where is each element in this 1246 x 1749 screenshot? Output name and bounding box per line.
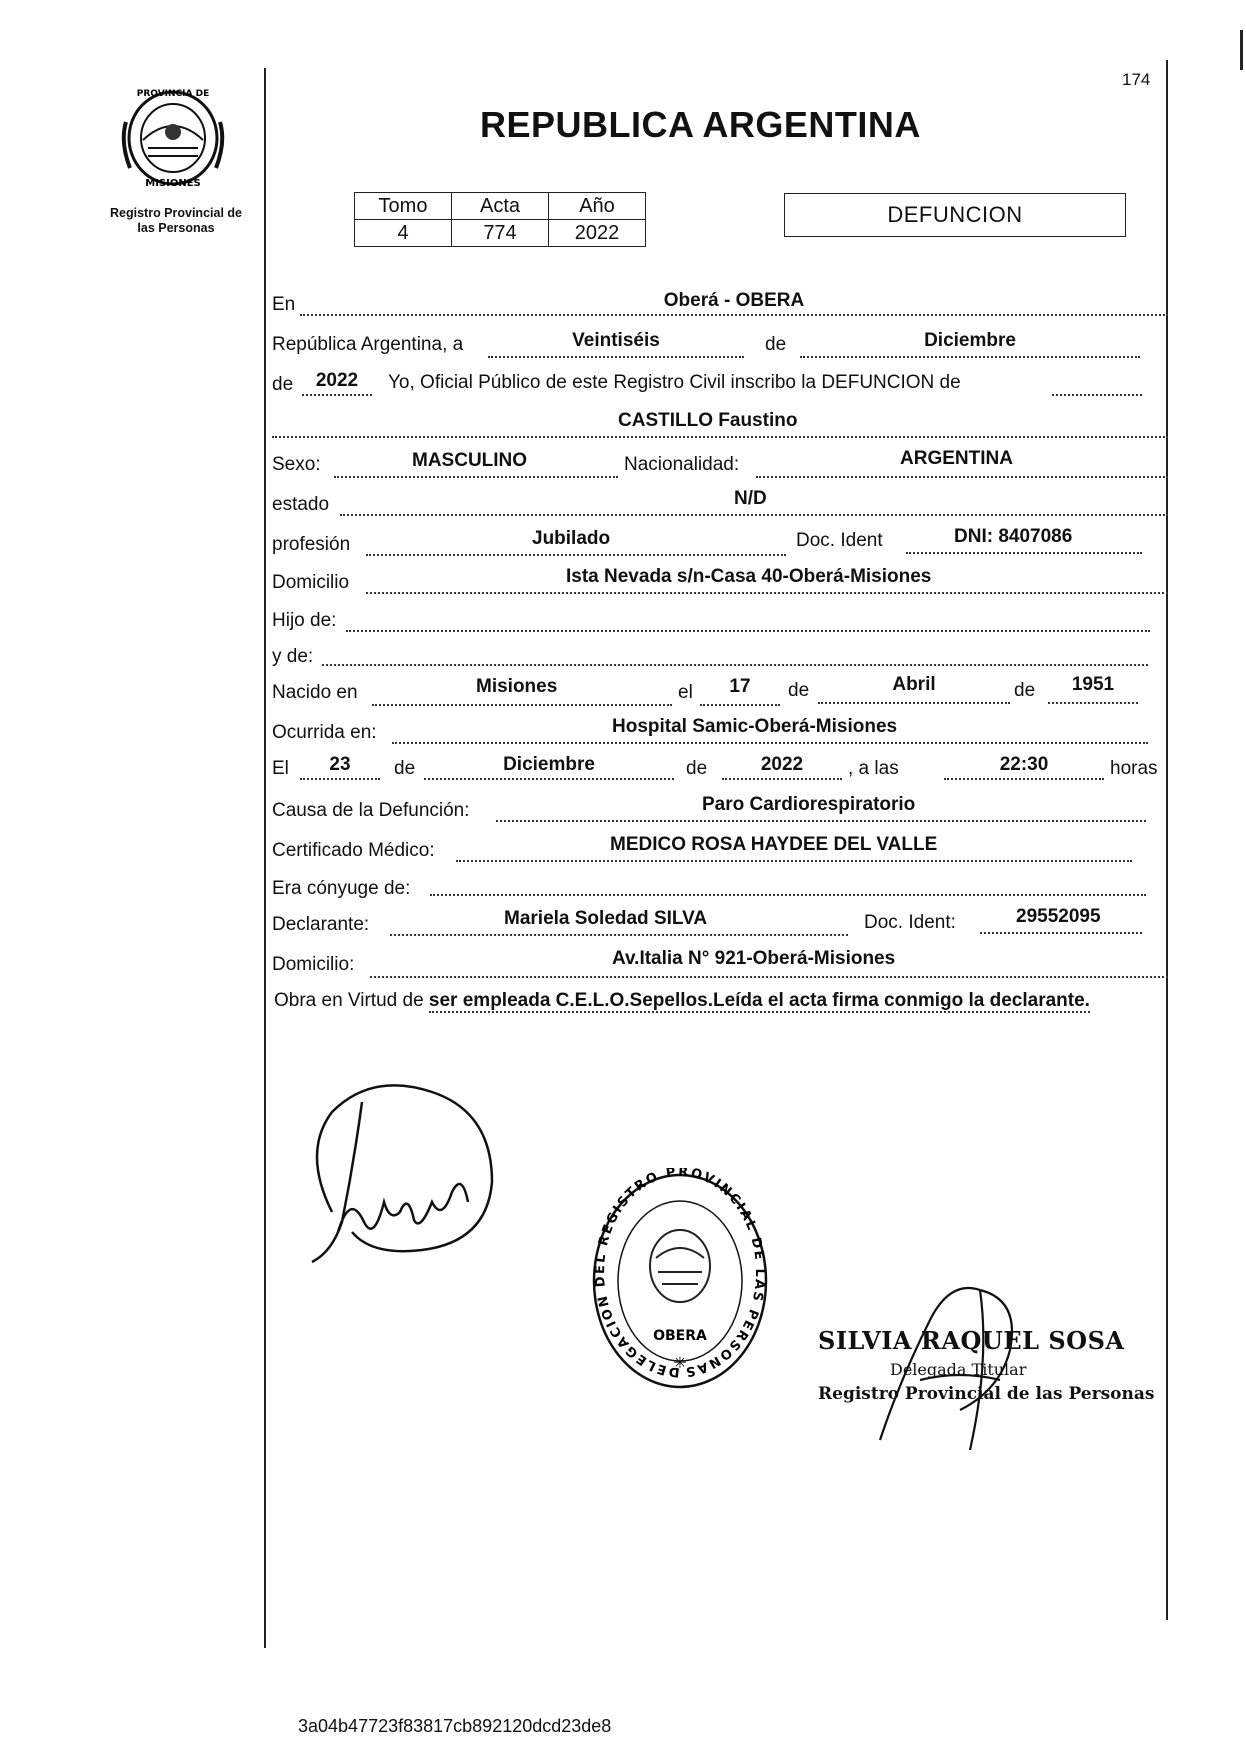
doc-value: DNI: 8407086 <box>954 526 1073 547</box>
y-de-label: y de: <box>272 646 314 667</box>
svg-text:✳: ✳ <box>673 1353 687 1372</box>
dia-line <box>488 356 744 358</box>
org-line-2: las Personas <box>137 221 215 235</box>
org-line-1: Registro Provincial de <box>110 206 242 220</box>
causa-label: Causa de la Defunción: <box>272 800 470 821</box>
causa-value: Paro Cardiorespiratorio <box>702 794 916 815</box>
def-mes-line <box>424 778 674 780</box>
republica-label: República Argentina, a <box>272 334 464 355</box>
profesion-value: Jubilado <box>532 528 611 549</box>
sexo-value: MASCULINO <box>412 450 528 471</box>
nac-dia: 17 <box>729 676 751 697</box>
estado-line <box>340 514 1168 516</box>
lugar-value: Oberá - OBERA <box>663 290 805 311</box>
de-label-4: de <box>1014 680 1036 701</box>
nac-dia-line <box>700 704 780 706</box>
doc-line <box>906 552 1142 554</box>
alas-label: , a las <box>848 758 899 779</box>
domicilio-value: Ista Nevada s/n-Casa 40-Oberá-Misiones <box>566 566 932 587</box>
def-dia: 23 <box>329 754 351 775</box>
nac-anio: 1951 <box>1071 674 1115 695</box>
official-institution: Registro Provincial de las Personas <box>818 1384 1155 1404</box>
hijo-line <box>346 630 1150 632</box>
nacido-label: Nacido en <box>272 682 358 703</box>
obra-label: Obra en Virtud de <box>274 990 424 1011</box>
certificado-label: Certificado Médico: <box>272 840 435 861</box>
anio-line <box>302 394 372 396</box>
obra-text: ser empleada C.E.L.O.Sepellos.Leída el acta firma conmigo la declarante. <box>428 990 1090 1011</box>
domicilio2-line <box>370 976 1168 978</box>
def-anio: 2022 <box>760 754 804 775</box>
declarante-line <box>390 934 848 936</box>
record-type-box <box>784 193 1126 237</box>
en-line <box>300 314 1168 316</box>
official-stamp <box>588 1168 772 1394</box>
mes-texto: Diciembre <box>924 330 1016 351</box>
svg-text:PROVINCIA DE: PROVINCIA DE <box>136 89 210 99</box>
de-label-2: de <box>272 374 294 395</box>
domicilio2-value: Av.Italia N° 921-Oberá-Misiones <box>612 948 896 969</box>
record-type: DEFUNCION <box>887 202 1023 227</box>
domicilio-label: Domicilio <box>272 572 350 593</box>
el-label: el <box>678 682 693 703</box>
anio-texto: 2022 <box>315 370 359 391</box>
acta-value: 774 <box>452 220 549 247</box>
anio-value: 2022 <box>549 220 646 247</box>
doc2-value: 29552095 <box>1016 906 1101 927</box>
edge-mark <box>1240 30 1243 70</box>
de-label-3: de <box>788 680 810 701</box>
declarante-value: Mariela Soledad SILVA <box>504 908 708 929</box>
def-anio-line <box>722 778 842 780</box>
left-margin-line <box>264 68 266 1648</box>
sexo-line <box>334 476 618 478</box>
domicilio-line <box>366 592 1168 594</box>
nacionalidad-label: Nacionalidad: <box>624 454 740 475</box>
fallecido-value: CASTILLO Faustino <box>618 410 798 431</box>
page-title: REPUBLICA ARGENTINA <box>480 104 921 145</box>
declarant-signature <box>292 1072 522 1272</box>
anio-header: Año <box>549 193 646 220</box>
de-label-1: de <box>765 334 787 355</box>
official-name: SILVIA RAQUEL SOSA <box>818 1326 1125 1355</box>
def-mes: Diciembre <box>503 754 595 775</box>
nac-mes-line <box>818 702 1010 704</box>
de-label-5: de <box>394 758 416 779</box>
svg-text:DELEGACION DEL REGISTRO PROVIN <box>593 1168 767 1379</box>
official-role: Delegada Titular <box>890 1360 1027 1379</box>
page-number: 174 <box>1122 70 1151 89</box>
de-label-6: de <box>686 758 708 779</box>
tomo-header: Tomo <box>355 193 452 220</box>
doc2-line <box>980 932 1142 934</box>
sexo-label: Sexo: <box>272 454 321 475</box>
estado-value: N/D <box>734 488 767 509</box>
nacionalidad-line <box>756 476 1168 478</box>
tomo-value: 4 <box>355 220 452 247</box>
fallecido-line <box>272 436 1168 438</box>
document-hash: 3a04b47723f83817cb892120dcd23de8 <box>298 1716 612 1736</box>
estado-label: estado <box>272 494 330 515</box>
provincial-logo <box>118 82 228 192</box>
nacido-lugar: Misiones <box>476 676 558 697</box>
nac-mes: Abril <box>892 674 936 695</box>
stamp-city: OBERA <box>653 1328 707 1344</box>
el2-label: El <box>272 758 289 779</box>
nacionalidad-value: ARGENTINA <box>900 448 1013 469</box>
def-hora: 22:30 <box>999 754 1049 775</box>
organization-name <box>96 206 256 236</box>
register-table <box>354 192 646 247</box>
ocurrida-value: Hospital Samic-Oberá-Misiones <box>612 716 898 737</box>
hijo-label: Hijo de: <box>272 610 337 631</box>
causa-line <box>496 820 1146 822</box>
y-de-line <box>322 664 1148 666</box>
conyuge-label: Era cónyuge de: <box>272 878 411 899</box>
mes-line <box>800 356 1140 358</box>
nac-anio-line <box>1048 702 1138 704</box>
domicilio2-label: Domicilio: <box>272 954 355 975</box>
profesion-label: profesión <box>272 534 351 555</box>
svg-text:MISIONES: MISIONES <box>145 178 201 189</box>
declarante-label: Declarante: <box>272 914 370 935</box>
acta-header: Acta <box>452 193 549 220</box>
horas-label: horas <box>1110 758 1158 779</box>
conyuge-line <box>430 894 1146 896</box>
obra-paragraph <box>274 986 1174 1016</box>
ocurrida-line <box>392 742 1148 744</box>
profesion-line <box>366 554 786 556</box>
certificado-value: MEDICO ROSA HAYDEE DEL VALLE <box>610 834 938 855</box>
oficial-text: Yo, Oficial Público de este Registro Civil inscribo la DEFUNCION de <box>388 372 961 393</box>
nacido-line <box>372 704 672 706</box>
en-label: En <box>272 294 296 315</box>
ocurrida-label: Ocurrida en: <box>272 722 377 743</box>
def-dia-line <box>300 778 380 780</box>
def-hora-line <box>944 778 1104 780</box>
dia-texto: Veintiséis <box>572 330 660 351</box>
oficial-line <box>1052 394 1142 396</box>
stamp-ring-text: DELEGACION DEL REGISTRO PROVINCIAL DE LAS PERSONAS <box>592 1168 768 1380</box>
doc-label: Doc. Ident <box>796 530 883 551</box>
certificado-line <box>456 860 1132 862</box>
doc2-label: Doc. Ident: <box>864 912 956 933</box>
